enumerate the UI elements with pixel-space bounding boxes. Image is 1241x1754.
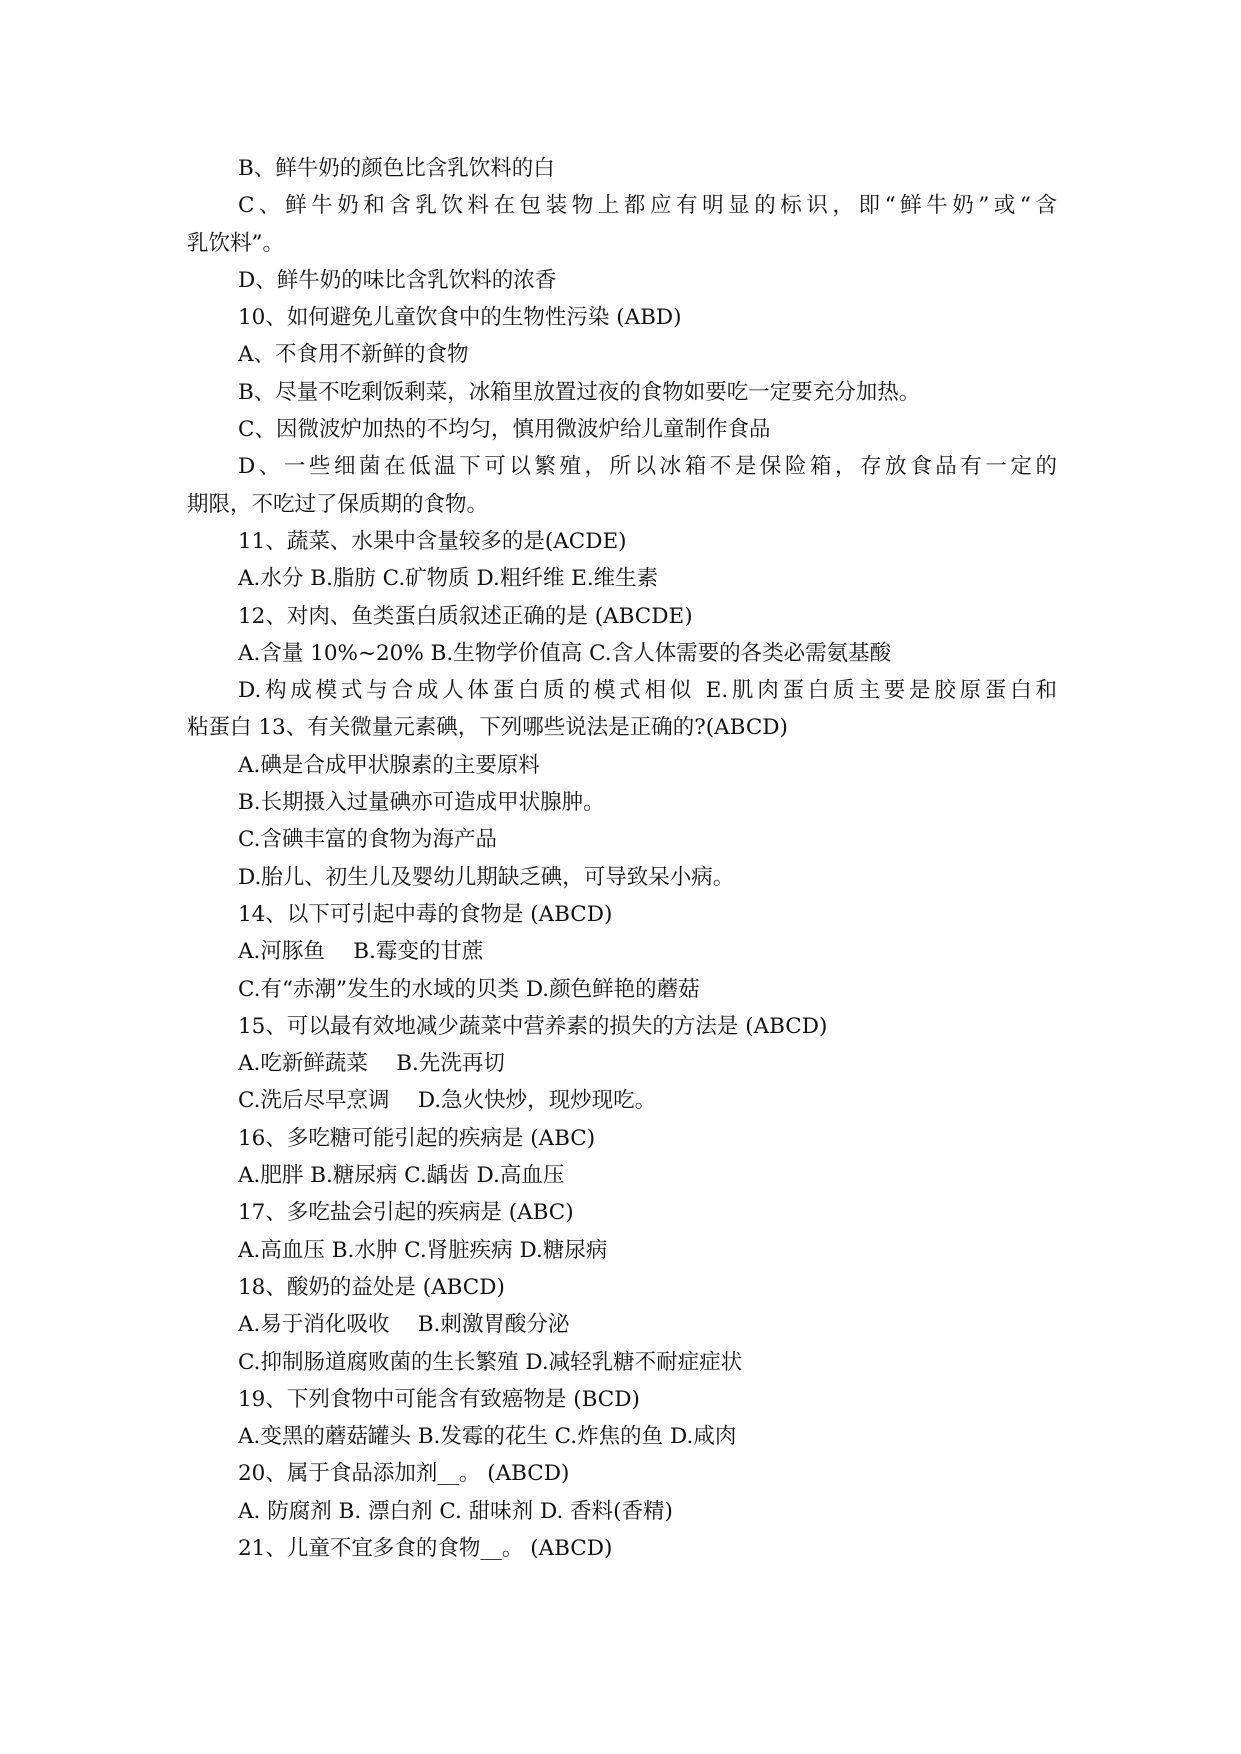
option-line: B、尽量不吃剩饭剩菜，冰箱里放置过夜的食物如要吃一定要充分加热。 bbox=[238, 379, 921, 405]
text-line: B、鲜牛奶的颜色比含乳饮料的白 bbox=[238, 156, 555, 181]
option-line: A、不食用不新鲜的食物 bbox=[238, 342, 469, 368]
option-line: D.胎儿、初生儿及婴幼儿期缺乏碘，可导致呆小病。 bbox=[238, 864, 735, 890]
option-line: B.长期摄入过量碘亦可造成甲状腺肿。 bbox=[238, 790, 605, 816]
option-line: A.河豚鱼 B.霉变的甘蔗 bbox=[238, 939, 484, 965]
text-line: 乳饮料”。 bbox=[187, 230, 284, 256]
option-line: C.含碘丰富的食物为海产品 bbox=[238, 827, 498, 853]
option-line: A. 防腐剂 B. 漂白剂 C. 甜味剂 D. 香料(香精) bbox=[238, 1498, 673, 1524]
option-line: C.有“赤潮”发生的水域的贝类 D.颜色鲜艳的蘑菇 bbox=[238, 976, 700, 1002]
option-line: A.含量 10%~20% B.生物学价值高 C.含人体需要的各类必需氨基酸 bbox=[238, 640, 892, 666]
question-18: 18、酸奶的益处是 (ABCD) bbox=[238, 1274, 505, 1300]
option-line: A.水分 B.脂肪 C.矿物质 D.粗纤维 E.维生素 bbox=[238, 566, 659, 592]
option-line: D.构成模式与合成人体蛋白质的模式相似 E.肌肉蛋白质主要是胶原蛋白和 bbox=[238, 678, 1057, 704]
option-line: A.变黑的蘑菇罐头 B.发霉的花生 C.炸焦的鱼 D.咸肉 bbox=[238, 1424, 737, 1450]
question-15: 15、可以最有效地减少蔬菜中营养素的损失的方法是 (ABCD) bbox=[238, 1013, 828, 1039]
text-line: 期限，不吃过了保质期的食物。 bbox=[187, 491, 489, 517]
text-line: D、鲜牛奶的味比含乳饮料的浓香 bbox=[238, 267, 557, 293]
text-line: C、鲜牛奶和含乳饮料在包装物上都应有明显的标识，即“鲜牛奶”或“含 bbox=[238, 193, 1057, 219]
question-19: 19、下列食物中可能含有致癌物是 (BCD) bbox=[238, 1386, 640, 1412]
option-line: C、因微波炉加热的不均匀，慎用微波炉给儿童制作食品 bbox=[238, 417, 771, 443]
question-12: 12、对肉、鱼类蛋白质叙述正确的是 (ABCDE) bbox=[238, 603, 693, 629]
option-line: A.肥胖 B.糖尿病 C.龋齿 D.高血压 bbox=[238, 1163, 565, 1189]
question-14: 14、以下可引起中毒的食物是 (ABCD) bbox=[238, 901, 613, 927]
question-20: 20、属于食品添加剂__。 (ABCD) bbox=[238, 1461, 570, 1487]
option-line: A.高血压 B.水肿 C.肾脏疾病 D.糖尿病 bbox=[238, 1237, 608, 1263]
option-line: A.吃新鲜蔬菜 B.先洗再切 bbox=[238, 1051, 505, 1077]
question-11: 11、蔬菜、水果中含量较多的是(ACDE) bbox=[238, 528, 627, 554]
option-line: A.碘是合成甲状腺素的主要原料 bbox=[238, 752, 540, 778]
option-line: C.抑制肠道腐败菌的生长繁殖 D.减轻乳糖不耐症症状 bbox=[238, 1349, 743, 1375]
document-body bbox=[187, 150, 1057, 1567]
question-10: 10、如何避免儿童饮食中的生物性污染 (ABD) bbox=[238, 305, 682, 331]
question-13: 粘蛋白 13、有关微量元素碘，下列哪些说法是正确的?(ABCD) bbox=[187, 715, 788, 741]
question-17: 17、多吃盐会引起的疾病是 (ABC) bbox=[238, 1200, 574, 1226]
question-16: 16、多吃糖可能引起的疾病是 (ABC) bbox=[238, 1125, 596, 1151]
question-21: 21、儿童不宜多食的食物__。 (ABCD) bbox=[238, 1535, 613, 1561]
option-line: C.洗后尽早烹调 D.急火快炒，现炒现吃。 bbox=[238, 1088, 657, 1114]
option-line: A.易于消化吸收 B.刺激胃酸分泌 bbox=[238, 1312, 570, 1338]
option-line: D、一些细菌在低温下可以繁殖，所以冰箱不是保险箱，存放食品有一定的 bbox=[238, 454, 1057, 480]
